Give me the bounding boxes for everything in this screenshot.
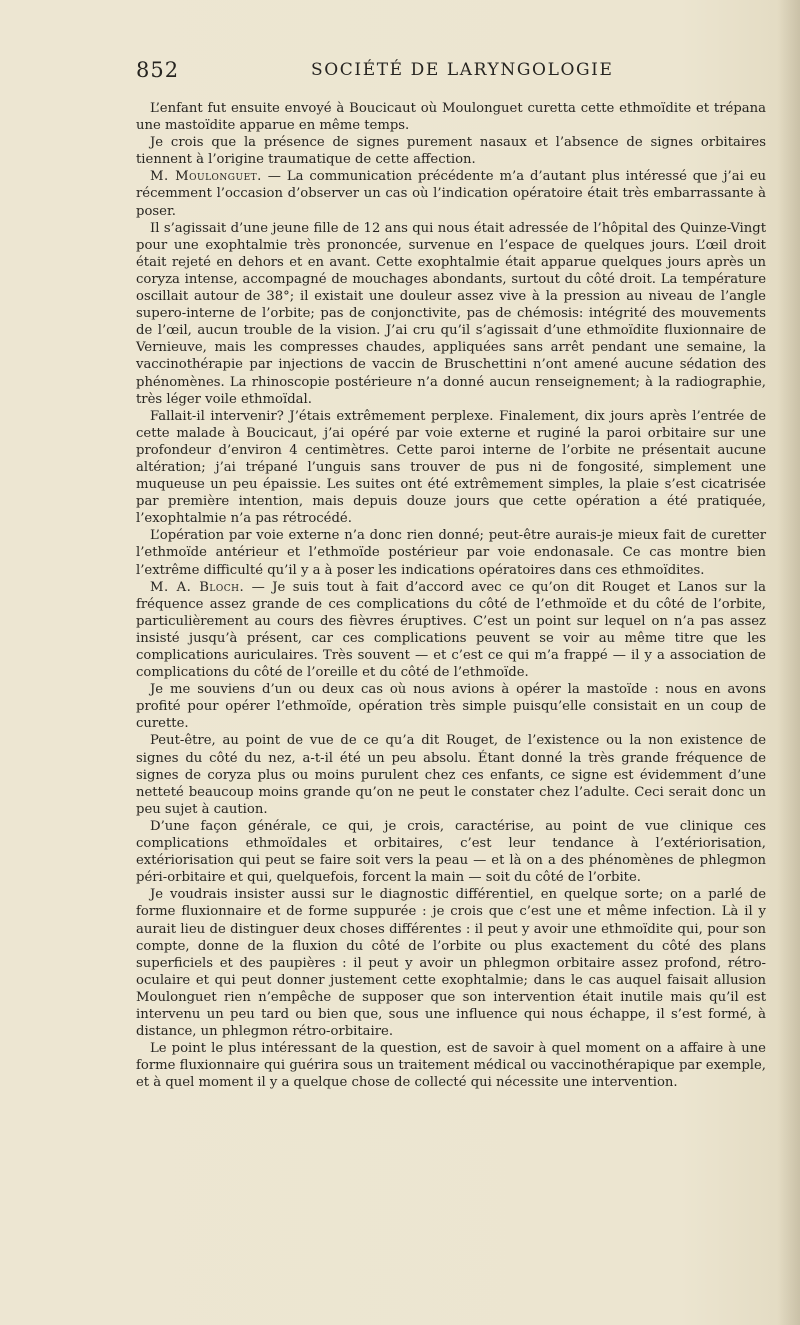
speaker-name: M. A. Bloch. <box>150 579 245 595</box>
paragraph: L’enfant fut ensuite envoyé à Boucicaut où Moulonguet curetta cette ethmoïdite et trépana une mastoïdite apparue en même temps. <box>136 101 766 134</box>
paragraph-text: — La communication précédente m’a d’autant plus intéressé que j’ai eu récemment l’occasion d’observer un cas où l’indication opératoire était très embarrassante à poser. <box>136 169 767 219</box>
paragraph <box>136 168 766 219</box>
paragraph: Le point le plus intéressant de la question, est de savoir à quel moment on a affaire à une forme fluxionnaire qui guérira sous un traitement médical ou vaccinothérapique par exemple, et à quel moment il y a quelque chose de collecté qui nécessite une intervention. <box>136 1041 766 1091</box>
paragraph: Je voudrais insister aussi sur le diagnostic différentiel, en quelque sorte; on a parlé de forme fluxionnaire et de forme suppurée : je crois que c’est une et même infection. Là il y aurait lieu de distinguer deux choses différentes : il peut y avoir une ethmoïdite qui, pour son compte, donne de la fluxion du côté de l’orbite ou plus exactement du côté des plans superficiels et des paupières : il peut y avoir un phlegmon orbitaire assez profond, rétro-oculaire et qui peut donner justement cette exophtalmie; dans le cas auquel faisait allusion Moulonguet rien n’empêche de supposer que son intervention était inutile mais qu’il est intervenu un peu tard ou bien que, sous une influence qui nous échappe, il s’est formé, à distance, un phlegmon rétro-orbitaire. <box>136 887 766 1040</box>
paragraph: Il s’agissait d’une jeune fille de 12 ans qui nous était adressée de l’hôpital des Quinze-Vingt pour une exophtalmie très prononcée, survenue en l’espace de quelques jours. L’œil droit était rejeté en dehors et en avant. Cette exophtalmie était apparue quelques jours après un coryza intense, accompagné de mouchages abondants, surtout du côté droit. La température oscillait autour de 38°; il existait une douleur assez vive à la pression au niveau de l’angle supero-interne de l’orbite; pas de conjonctivite, pas de chémosis: intégrité des mouvements de l’œil, aucun trouble de la vision. J’ai cru qu’il s’agissait d’une ethmoïdite fluxionnaire de Vernieuve, mais les compresses chaudes, appliquées sans arrêt pendant une semaine, la vaccinothérapie par injections de vaccin de Bruschettini n’ont amené aucune sédation des phénomènes. La rhinoscopie postérieure n’a donné aucun renseignement; à la radiographie, très léger voile ethmoïdal. <box>136 220 766 407</box>
paragraph: Peut-être, au point de vue de ce qu’a dit Rouget, de l’existence ou la non existence de signes du côté du nez, a-t-il été un peu absolu. Étant donné la très grande fréquence de signes de coryza plus ou moins purulent chez ces enfants, ce signe est évidemment d’une netteté beaucoup moins grande qu’on ne peut le constater chez l’adulte. Ceci serait donc un peu sujet à caution. <box>136 733 766 817</box>
paragraph: Fallait-il intervenir? J’étais extrêmement perplexe. Finalement, dix jours après l’entrée de cette malade à Boucicaut, j’ai opéré par voie externe et ruginé la paroi orbitaire sur une profondeur d’environ 4 centimètres. Cette paroi interne de l’orbite ne présentait aucune altération; j’ai trépané l’unguis sans trouver de pus ni de fongosité, simplement une muqueuse un peu épaissie. Les suites ont été extrêmement simples, la plaie s’est cicatrisée par première intention, mais depuis douze jours que cette opération a été pratiquée, l’exophtalmie n’a pas rétrocédé. <box>136 408 766 527</box>
paragraph: L’opération par voie externe n’a donc rien donné; peut-être aurais-je mieux fait de curetter l’ethmoïde antérieur et l’ethmoïde postérieur par voie endonasale. Ce cas montre bien l’extrême difficulté qu’il y a à poser les indications opératoires dans ces ethmoïdites. <box>136 528 766 578</box>
running-title: SOCIÉTÉ DE LARYNGOLOGIE <box>311 60 614 80</box>
page-number: 852 <box>136 58 180 82</box>
speaker-name: M. Moulonguet. <box>150 169 262 185</box>
page-edge-shadow <box>778 0 800 1325</box>
paragraph: Je me souviens d’un ou deux cas où nous avions à opérer la mastoïde : nous en avons profité pour opérer l’ethmoïde, opération très simple puisqu’elle consistait en un coup de curette. <box>136 682 766 732</box>
paragraph <box>136 579 766 682</box>
body-text <box>136 100 766 1091</box>
page-header <box>136 58 776 86</box>
paragraph: D’une façon générale, ce qui, je crois, caractérise, au point de vue clinique ces complications ethmoïdales et orbitaires, c’est leur tendance à l’extériorisation, extériorisation qui peut se faire soit vers la peau — et là on a des phénomènes de phlegmon péri-orbitaire et qui, quelquefois, forcent la main — soit du côté de l’orbite. <box>136 818 766 886</box>
paragraph: Je crois que la présence de signes purement nasaux et l’absence de signes orbitaires tiennent à l’origine traumatique de cette affection. <box>136 135 766 168</box>
paragraph-text: — Je suis tout à fait d’accord avec ce qu’on dit Rouget et Lanos sur la fréquence assez grande de ces complications du côté de l’ethmoïde et du côté de l’orbite, particulièrement au cours des fièvres éruptives. C’est un point sur lequel on n’a pas assez insisté jusqu’à présent, car ces complications peuvent se voir au même titre que les complications auriculaires. Très souvent — et c’est ce qui m’a frappé — il y a association de complications du côté de l’oreille et du côté de l’ethmoïde. <box>136 579 766 681</box>
